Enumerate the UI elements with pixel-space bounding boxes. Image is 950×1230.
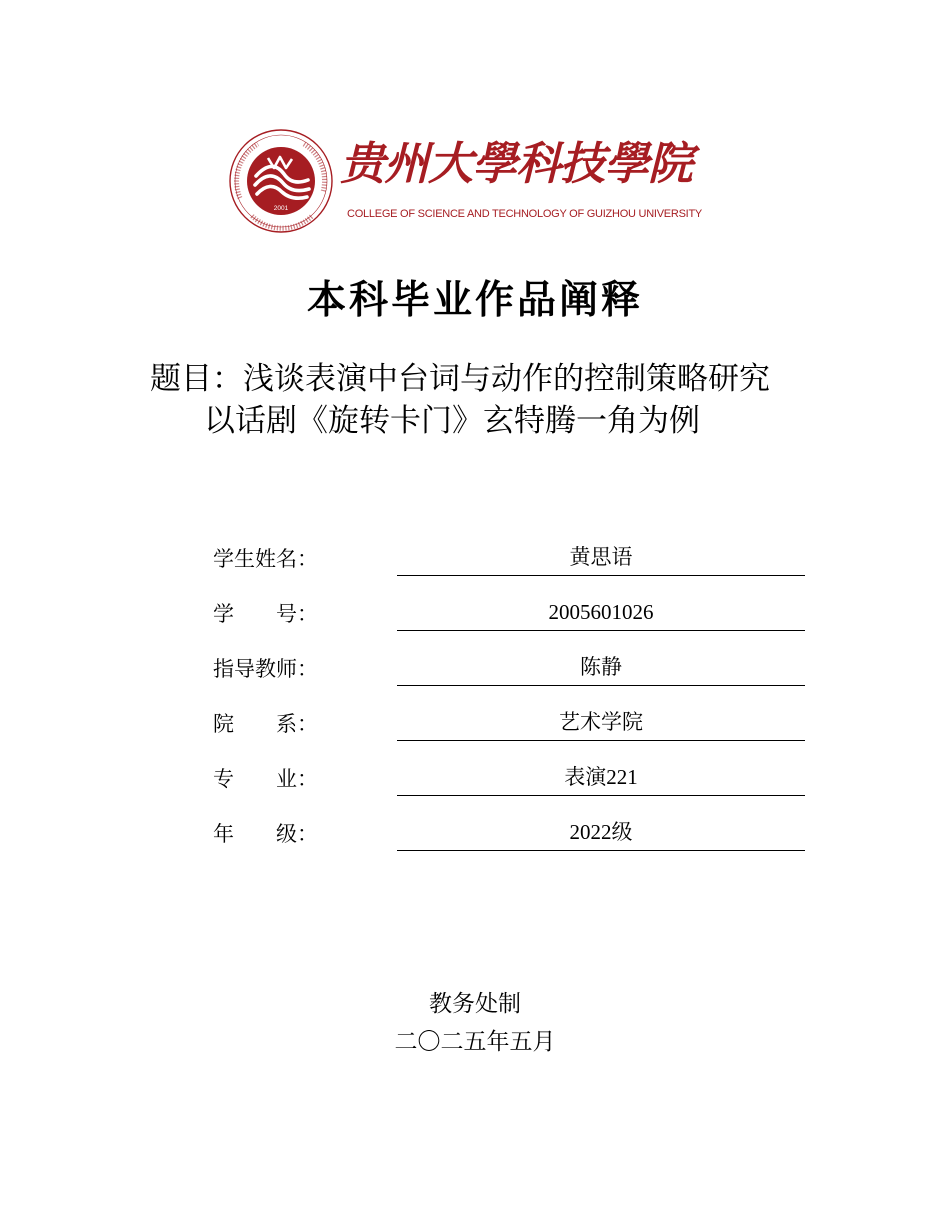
document-title: 本科毕业作品阐释 (306, 277, 643, 323)
underline (397, 685, 805, 686)
info-row-grade (213, 815, 813, 863)
student-id-label: 学 号： (213, 602, 318, 626)
student-name-value: 黄思语 (569, 545, 633, 569)
major-value: 表演221 (564, 765, 638, 789)
seal-year: 2001 (273, 205, 289, 212)
underline (397, 850, 805, 851)
info-row-student-id (213, 595, 813, 643)
university-chinese-name: 贵州大學科技學院 (340, 137, 693, 190)
advisor-value: 陈静 (580, 655, 622, 679)
thesis-topic (150, 358, 850, 442)
info-row-student-name (213, 540, 813, 588)
advisor-label: 指导教师： (213, 657, 318, 681)
major-label: 专 业： (213, 767, 318, 791)
university-logo (228, 128, 718, 234)
student-name-label: 学生姓名： (213, 547, 318, 571)
info-row-department (213, 705, 813, 753)
info-row-major (213, 760, 813, 808)
department-value: 艺术学院 (559, 710, 643, 734)
issue-date: 二〇二五年五月 (394, 1029, 556, 1055)
grade-label: 年 级： (213, 822, 318, 846)
university-seal-icon (228, 128, 334, 234)
university-english-name: COLLEGE OF SCIENCE AND TECHNOLOGY OF GUIZHOU UNIVERSITY (347, 208, 703, 220)
underline (397, 740, 805, 741)
department-label: 院 系： (213, 712, 318, 736)
underline (397, 630, 805, 631)
underline (397, 575, 805, 576)
topic-line-1: 题目：浅谈表演中台词与动作的控制策略研究 (150, 361, 770, 397)
grade-value: 2022级 (569, 820, 633, 844)
underline (397, 795, 805, 796)
info-row-advisor (213, 650, 813, 698)
topic-line-2: 以话剧《旋转卡门》玄特腾一角为例 (204, 403, 700, 439)
issuing-office: 教务处制 (429, 991, 521, 1017)
student-id-value: 2005601026 (548, 600, 654, 624)
